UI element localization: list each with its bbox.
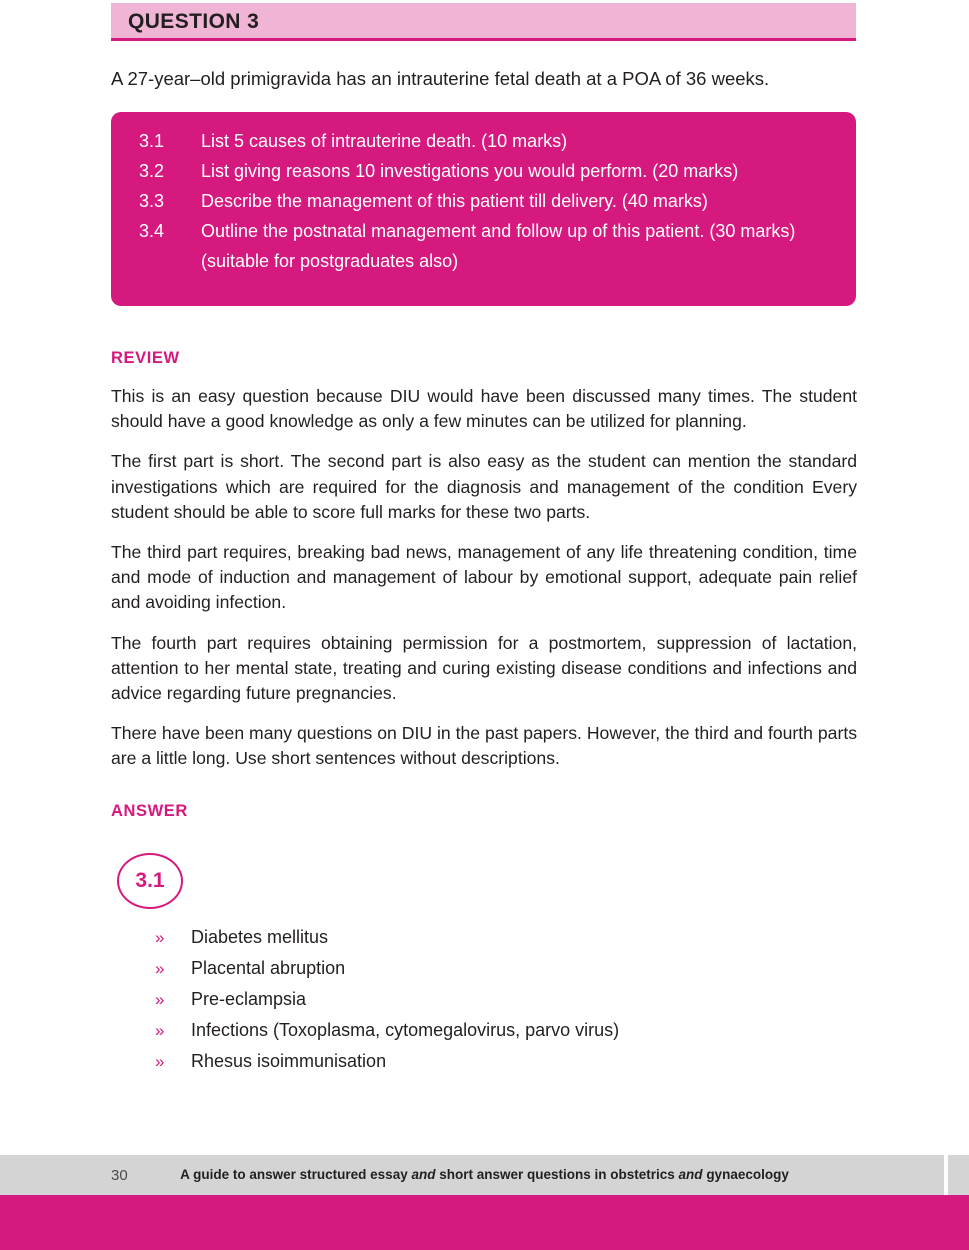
question-part-text: List 5 causes of intrauterine death. (10 marks) <box>201 131 568 151</box>
list-item <box>155 984 855 1015</box>
bullet-icon: » <box>155 1052 165 1071</box>
list-item-label: Infections (Toxoplasma, cytomegalovirus, parvo virus) <box>191 1020 620 1040</box>
footer-title-part2: short answer questions in obstetrics <box>435 1167 679 1182</box>
list-item <box>155 1046 855 1077</box>
list-item <box>155 953 855 984</box>
question-part-text: List giving reasons 10 investigations you would perform. (20 marks) <box>201 161 739 181</box>
bullet-icon: » <box>155 990 165 1009</box>
footer-title-and2: and <box>678 1167 703 1182</box>
question-part-number: 3.2 <box>139 161 165 181</box>
footer-title <box>0 1167 969 1182</box>
review-body <box>111 384 857 772</box>
question-part-number: 3.3 <box>139 191 165 211</box>
list-item-label: Diabetes mellitus <box>191 927 329 947</box>
footer-accent-band <box>0 1195 969 1250</box>
question-part-row <box>139 216 834 246</box>
page-title: QUESTION 3 <box>128 10 260 33</box>
answer-list <box>155 922 855 1077</box>
list-item <box>155 922 855 953</box>
answer-number-badge: 3.1 <box>117 853 183 909</box>
review-heading: REVIEW <box>111 349 180 367</box>
footer-page-number: 30 <box>111 1167 128 1184</box>
answer-heading: ANSWER <box>111 802 188 820</box>
review-paragraph: The fourth part requires obtaining permission for a postmortem, suppression of lactation, attention to her mental state, treating and curing existing disease conditions and infections and advice regarding future pregnancies. <box>111 632 857 704</box>
footer-title-part3: gynaecology <box>702 1167 789 1182</box>
question-part-text: Describe the management of this patient till delivery. (40 marks) <box>201 191 708 211</box>
bullet-icon: » <box>155 1021 165 1040</box>
question-box-note: (suitable for postgraduates also) <box>201 251 459 271</box>
question-part-number: 3.1 <box>139 131 165 151</box>
review-paragraph: There have been many questions on DIU in the past papers. However, the third and fourth parts are a little long. Use short sentences without descriptions. <box>111 723 857 769</box>
review-paragraph: The third part requires, breaking bad news, management of any life threatening condition, time and mode of induction and management of labour by emotional support, adequate pain relief and avoiding infection. <box>111 542 857 613</box>
footer-title-and1: and <box>411 1167 436 1182</box>
bullet-icon: » <box>155 928 165 947</box>
question-part-text: Outline the postnatal management and follow up of this patient. (30 marks) <box>201 221 796 241</box>
review-paragraph: The first part is short. The second part is also easy as the student can mention the standard investigations which are required for the diagnosis and management of the condition Every student should be able to score full marks for these two parts. <box>111 451 857 522</box>
list-item-label: Placental abruption <box>191 958 346 978</box>
question-part-row <box>139 126 834 156</box>
question-part-row <box>139 186 834 216</box>
list-item <box>155 1015 855 1046</box>
question-parts-box <box>111 112 856 306</box>
question-part-row <box>139 156 834 186</box>
bullet-icon: » <box>155 959 165 978</box>
list-item-label: Rhesus isoimmunisation <box>191 1051 387 1071</box>
list-item-label: Pre-eclampsia <box>191 989 307 1009</box>
review-paragraph: This is an easy question because DIU would have been discussed many times. The student should have a good knowledge as only a few minutes can be utilized for planning. <box>111 386 857 432</box>
footer-title-part1: A guide to answer structured essay <box>180 1167 412 1182</box>
question-stem: A 27-year–old primigravida has an intrauterine fetal death at a POA of 36 weeks. <box>111 68 770 89</box>
question-header-banner <box>111 3 856 41</box>
question-part-number: 3.4 <box>139 221 165 241</box>
